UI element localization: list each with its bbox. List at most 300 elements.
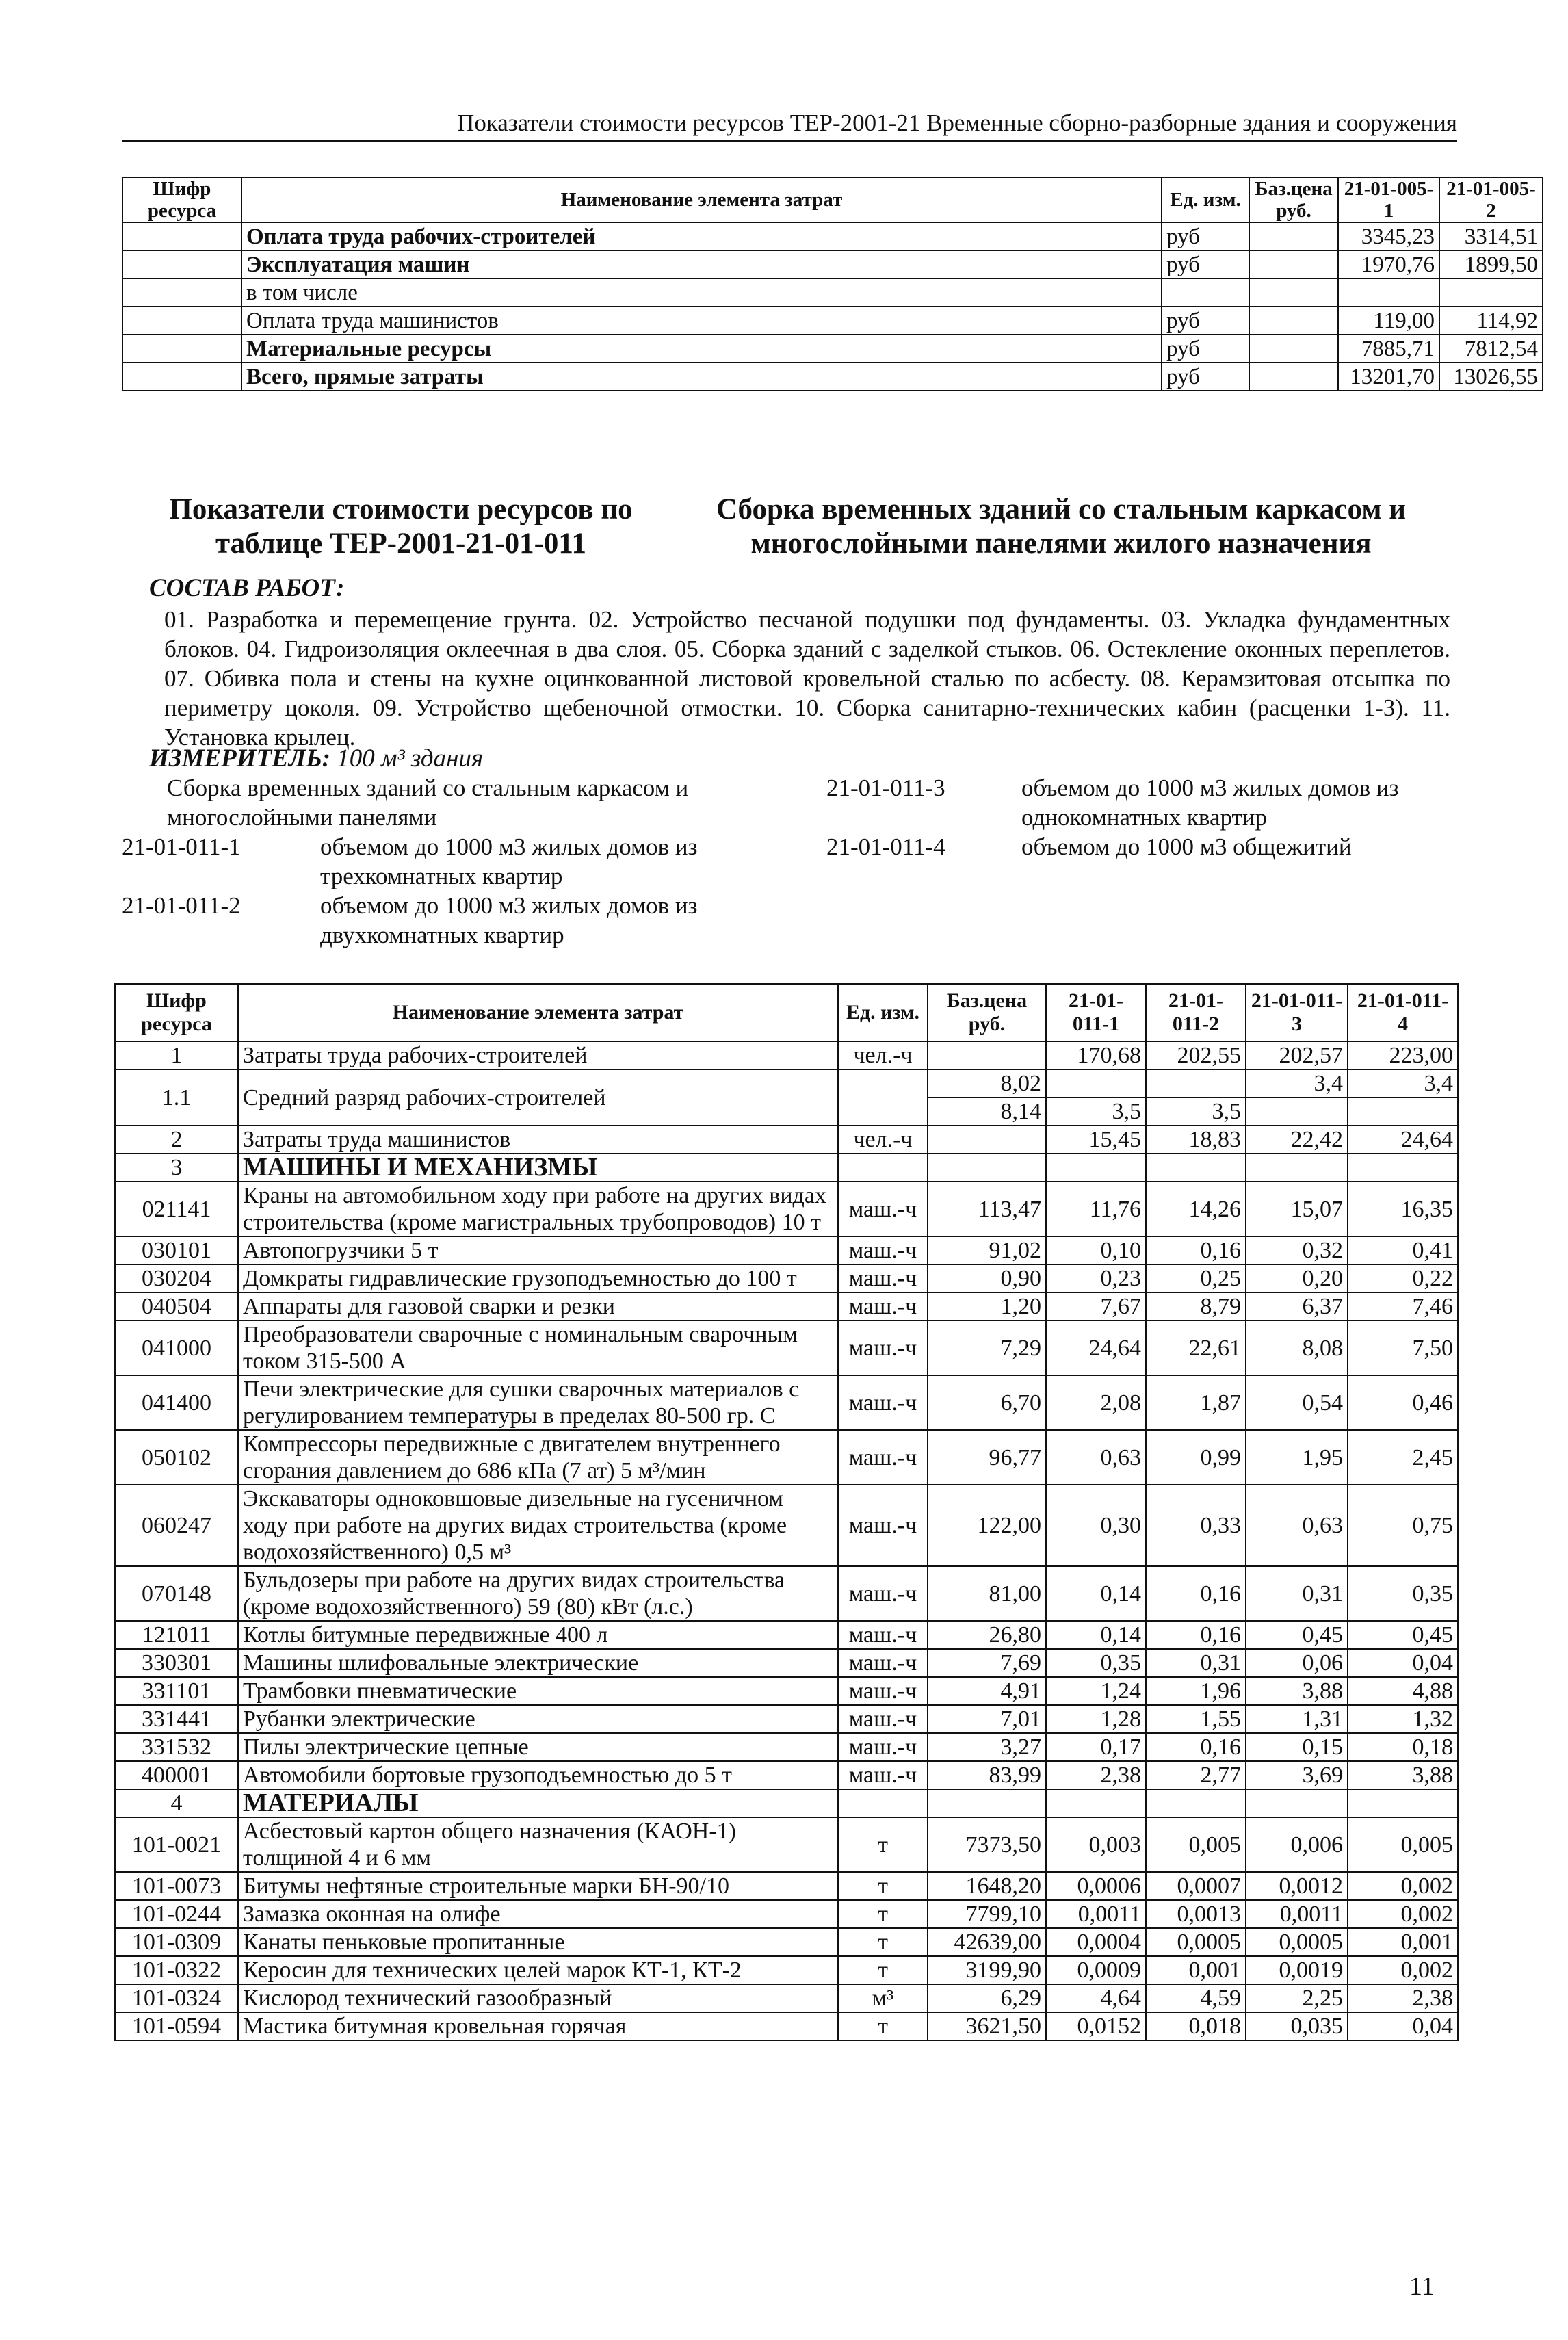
resource-value: 0,16 — [1146, 1621, 1246, 1649]
resource-price: 42639,00 — [928, 1928, 1046, 1956]
table-row — [115, 1566, 1458, 1621]
resource-value: 7,67 — [1046, 1292, 1146, 1321]
table-header-row — [122, 177, 1543, 222]
resource-code: 400001 — [115, 1761, 238, 1789]
resource-value: 0,0007 — [1146, 1872, 1246, 1900]
meter-value: 100 м³ здания — [337, 744, 484, 772]
table-row — [122, 222, 1543, 250]
resource-name: Преобразователи сварочные с номинальным сварочным током 315-500 А — [238, 1321, 838, 1375]
cost-element-name: Эксплуатация машин — [241, 250, 1162, 278]
table-row — [115, 1900, 1458, 1928]
resource-value: 0,0011 — [1046, 1900, 1146, 1928]
works-label: СОСТАВ РАБОТ: — [149, 574, 345, 602]
resource-price: 8,14 — [928, 1097, 1046, 1126]
cost-element-name: в том числе — [241, 278, 1162, 307]
resource-unit: т — [838, 1872, 928, 1900]
table-row — [115, 1872, 1458, 1900]
resource-unit: маш.-ч — [838, 1292, 928, 1321]
table-row — [115, 1928, 1458, 1956]
resource-value: 3,5 — [1046, 1097, 1146, 1126]
resource-value: 4,59 — [1146, 1984, 1246, 2012]
resource-value: 0,006 — [1246, 1817, 1348, 1872]
resource-name: Компрессоры передвижные с двигателем внутреннего сгорания давлением до 686 кПа (7 ат) 5 м³/мин — [238, 1430, 838, 1485]
resource-unit: маш.-ч — [838, 1621, 928, 1649]
section-title-left: Показатели стоимости ресурсов по таблице ТЕР-2001-21-01-011 — [169, 493, 633, 560]
resource-value: 2,08 — [1046, 1375, 1146, 1430]
resource-value: 0,16 — [1146, 1236, 1246, 1264]
resource-code: 101-0324 — [115, 1984, 238, 2012]
cost-element-name: Оплата труда рабочих-строителей — [241, 222, 1162, 250]
resource-value: 15,07 — [1246, 1182, 1348, 1236]
resource-value: 0,14 — [1046, 1621, 1146, 1649]
base-price — [1249, 363, 1338, 391]
resource-name: Керосин для технических целей марок КТ-1, КТ-2 — [238, 1956, 838, 1984]
resource-price: 1648,20 — [928, 1872, 1046, 1900]
resource-unit: маш.-ч — [838, 1430, 928, 1485]
resource-name: Пилы электрические цепные — [238, 1733, 838, 1761]
resource-value: 0,22 — [1348, 1264, 1458, 1292]
cost-unit: руб — [1162, 335, 1249, 363]
resource-code: 030101 — [115, 1236, 238, 1264]
resource-price: 7,01 — [928, 1705, 1046, 1733]
resource-name: Кислород технический газообразный — [238, 1984, 838, 2012]
resource-name: Трамбовки пневматические — [238, 1677, 838, 1705]
table-row — [115, 1182, 1458, 1236]
resources-table-011 — [114, 983, 1459, 2041]
column-header: 21-01-005-1 — [1338, 177, 1439, 222]
resource-value: 22,61 — [1146, 1321, 1246, 1375]
resource-price: 3199,90 — [928, 1956, 1046, 1984]
resource-unit: маш.-ч — [838, 1761, 928, 1789]
table-header-row — [115, 984, 1458, 1041]
meter — [149, 744, 483, 773]
resource-value: 0,31 — [1146, 1649, 1246, 1677]
resource-value: 16,35 — [1348, 1182, 1458, 1236]
resource-value: 0,54 — [1246, 1375, 1348, 1430]
resource-value: 0,35 — [1348, 1566, 1458, 1621]
resource-value: 1,95 — [1246, 1430, 1348, 1485]
meter-label: ИЗМЕРИТЕЛЬ: — [149, 744, 330, 772]
resource-code: 330301 — [115, 1649, 238, 1677]
resource-value: 0,20 — [1246, 1264, 1348, 1292]
resource-value: 0,0004 — [1046, 1928, 1146, 1956]
group-code: 4 — [115, 1789, 238, 1817]
table-row — [115, 1292, 1458, 1321]
resource-value: 3,4 — [1348, 1069, 1458, 1097]
resource-unit: маш.-ч — [838, 1733, 928, 1761]
base-price — [1249, 250, 1338, 278]
column-header: Баз.цена руб. — [1249, 177, 1338, 222]
resource-value: 3,88 — [1348, 1761, 1458, 1789]
resource-name: Замазка оконная на олифе — [238, 1900, 838, 1928]
cost-value: 7885,71 — [1338, 335, 1439, 363]
resource-price — [928, 1126, 1046, 1154]
resource-value: 1,55 — [1146, 1705, 1246, 1733]
resource-value: 0,46 — [1348, 1375, 1458, 1430]
resource-name: Аппараты для газовой сварки и резки — [238, 1292, 838, 1321]
resource-unit: т — [838, 1956, 928, 1984]
group-title: МАШИНЫ И МЕХАНИЗМЫ — [238, 1154, 838, 1182]
empty-cell — [1146, 1789, 1246, 1817]
resource-code: 030204 — [115, 1264, 238, 1292]
resource-value: 0,0006 — [1046, 1872, 1146, 1900]
resource-value: 202,57 — [1246, 1041, 1348, 1069]
table-row — [122, 307, 1543, 335]
resource-value: 8,79 — [1146, 1292, 1246, 1321]
resource-value: 0,035 — [1246, 2012, 1348, 2040]
resource-value: 2,25 — [1246, 1984, 1348, 2012]
resource-name: Автомобили бортовые грузоподъемностью до 5 т — [238, 1761, 838, 1789]
resource-value: 0,32 — [1246, 1236, 1348, 1264]
cost-value: 7812,54 — [1439, 335, 1543, 363]
resource-value: 1,24 — [1046, 1677, 1146, 1705]
resource-price: 81,00 — [928, 1566, 1046, 1621]
resource-value: 2,77 — [1146, 1761, 1246, 1789]
resource-code — [122, 278, 241, 307]
resource-value: 1,87 — [1146, 1375, 1246, 1430]
cost-unit: руб — [1162, 222, 1249, 250]
resource-name: Асбестовый картон общего назначения (КАОН-1) толщиной 4 и 6 мм — [238, 1817, 838, 1872]
resource-unit: чел.-ч — [838, 1041, 928, 1069]
resource-value: 24,64 — [1046, 1321, 1146, 1375]
resource-value: 3,69 — [1246, 1761, 1348, 1789]
variant-text: объемом до 1000 м3 общежитий — [1021, 833, 1352, 860]
resource-price: 6,29 — [928, 1984, 1046, 2012]
resource-code: 1 — [115, 1041, 238, 1069]
resource-unit: маш.-ч — [838, 1649, 928, 1677]
resource-code: 040504 — [115, 1292, 238, 1321]
resource-code: 101-0073 — [115, 1872, 238, 1900]
resource-price: 26,80 — [928, 1621, 1046, 1649]
resource-name: Экскаваторы одноковшовые дизельные на гусеничном ходу при работе на других видах строительства (кроме водохозяйственного) 0,5 м³ — [238, 1485, 838, 1566]
resource-unit: т — [838, 1900, 928, 1928]
resource-unit: маш.-ч — [838, 1566, 928, 1621]
page-header-text: Показатели стоимости ресурсов ТЕР-2001-21 Временные сборно-разборные здания и сооружения — [457, 109, 1457, 136]
costs-table-005 — [122, 177, 1543, 391]
resource-code: 101-0021 — [115, 1817, 238, 1872]
table-row — [115, 1430, 1458, 1485]
resource-value: 0,0013 — [1146, 1900, 1246, 1928]
resource-code: 070148 — [115, 1566, 238, 1621]
table-row — [115, 1236, 1458, 1264]
base-price — [1249, 307, 1338, 335]
resource-name: Затраты труда рабочих-строителей — [238, 1041, 838, 1069]
resource-unit: маш.-ч — [838, 1375, 928, 1430]
resource-code: 331441 — [115, 1705, 238, 1733]
resource-value: 0,002 — [1348, 1900, 1458, 1928]
resource-value: 0,005 — [1146, 1817, 1246, 1872]
resource-value: 0,0019 — [1246, 1956, 1348, 1984]
table-row — [115, 1621, 1458, 1649]
table-row — [115, 1069, 1458, 1097]
resource-value: 0,0009 — [1046, 1956, 1146, 1984]
cost-value: 3345,23 — [1338, 222, 1439, 250]
resource-value: 0,0152 — [1046, 2012, 1146, 2040]
resource-value: 4,88 — [1348, 1677, 1458, 1705]
resource-value: 7,46 — [1348, 1292, 1458, 1321]
resource-value: 1,31 — [1246, 1705, 1348, 1733]
cost-value — [1439, 278, 1543, 307]
cost-unit — [1162, 278, 1249, 307]
resource-value: 0,63 — [1046, 1430, 1146, 1485]
empty-cell — [928, 1789, 1046, 1817]
resource-price: 0,90 — [928, 1264, 1046, 1292]
table-row — [115, 1375, 1458, 1430]
resource-unit: чел.-ч — [838, 1126, 928, 1154]
resource-code: 041400 — [115, 1375, 238, 1430]
cost-element-name: Оплата труда машинистов — [241, 307, 1162, 335]
resource-value: 18,83 — [1146, 1126, 1246, 1154]
resource-code: 1.1 — [115, 1069, 238, 1126]
resource-unit: маш.-ч — [838, 1182, 928, 1236]
resource-name: Затраты труда машинистов — [238, 1126, 838, 1154]
resource-value: 6,37 — [1246, 1292, 1348, 1321]
empty-cell — [838, 1154, 928, 1182]
resource-value: 0,63 — [1246, 1485, 1348, 1566]
table-row — [115, 1126, 1458, 1154]
resource-value: 0,14 — [1046, 1566, 1146, 1621]
resource-price — [928, 1041, 1046, 1069]
resource-name: Печи электрические для сушки сварочных материалов с регулированием температуры в пределах 80-500 гр. С — [238, 1375, 838, 1430]
table-row — [115, 1677, 1458, 1705]
resource-value: 3,88 — [1246, 1677, 1348, 1705]
resource-value: 0,45 — [1246, 1621, 1348, 1649]
resource-price: 3,27 — [928, 1733, 1046, 1761]
resource-price: 7799,10 — [928, 1900, 1046, 1928]
variant-text: объемом до 1000 м3 жилых домов из однокомнатных квартир — [1021, 775, 1399, 831]
resource-name: Машины шлифовальные электрические — [238, 1649, 838, 1677]
empty-cell — [928, 1154, 1046, 1182]
resource-name: Мастика битумная кровельная горячая — [238, 2012, 838, 2040]
variant-code: 21-01-011-2 — [122, 892, 241, 919]
resource-name: Канаты пеньковые пропитанные — [238, 1928, 838, 1956]
resource-value: 3,4 — [1246, 1069, 1348, 1097]
resource-value: 0,002 — [1348, 1956, 1458, 1984]
empty-cell — [1246, 1154, 1348, 1182]
resource-price: 7373,50 — [928, 1817, 1046, 1872]
resource-value: 8,08 — [1246, 1321, 1348, 1375]
column-header: 21-01-011-3 — [1246, 984, 1348, 1041]
empty-cell — [1348, 1154, 1458, 1182]
resource-value: 0,0005 — [1246, 1928, 1348, 1956]
group-title: МАТЕРИАЛЫ — [238, 1789, 838, 1817]
resource-value: 0,35 — [1046, 1649, 1146, 1677]
resource-price: 8,02 — [928, 1069, 1046, 1097]
group-header-row — [115, 1154, 1458, 1182]
variants-intro: Сборка временных зданий со стальным каркасом и многослойными панелями — [167, 775, 689, 831]
resource-value: 0,18 — [1348, 1733, 1458, 1761]
resource-code: 101-0594 — [115, 2012, 238, 2040]
table-row — [115, 1956, 1458, 1984]
resource-value: 0,04 — [1348, 1649, 1458, 1677]
resource-value: 0,005 — [1348, 1817, 1458, 1872]
resource-code: 060247 — [115, 1485, 238, 1566]
cost-value — [1338, 278, 1439, 307]
resource-value — [1348, 1097, 1458, 1126]
resource-value: 7,50 — [1348, 1321, 1458, 1375]
resource-code — [122, 335, 241, 363]
resource-value: 0,018 — [1146, 2012, 1246, 2040]
table-row — [122, 278, 1543, 307]
resource-value: 0,04 — [1348, 2012, 1458, 2040]
variant-code: 21-01-011-1 — [122, 833, 241, 860]
resource-unit: маш.-ч — [838, 1264, 928, 1292]
empty-cell — [838, 1789, 928, 1817]
resource-price: 7,69 — [928, 1649, 1046, 1677]
resource-value: 15,45 — [1046, 1126, 1146, 1154]
resource-value: 24,64 — [1348, 1126, 1458, 1154]
column-header: Шифр ресурса — [122, 177, 241, 222]
resource-value: 0,30 — [1046, 1485, 1146, 1566]
resource-name: Битумы нефтяные строительные марки БН-90/10 — [238, 1872, 838, 1900]
resource-value: 2,45 — [1348, 1430, 1458, 1485]
resource-value: 0,10 — [1046, 1236, 1146, 1264]
cost-unit: руб — [1162, 307, 1249, 335]
table-row — [122, 335, 1543, 363]
page-header — [122, 109, 1457, 142]
resource-value: 11,76 — [1046, 1182, 1146, 1236]
resource-unit: маш.-ч — [838, 1485, 928, 1566]
resource-value: 0,0005 — [1146, 1928, 1246, 1956]
column-header: Шифр ресурса — [115, 984, 238, 1041]
resource-value: 2,38 — [1046, 1761, 1146, 1789]
table-row — [115, 1264, 1458, 1292]
resource-value — [1046, 1069, 1146, 1097]
table-row — [122, 250, 1543, 278]
column-header: 21-01-011-1 — [1046, 984, 1146, 1041]
resource-unit: маш.-ч — [838, 1705, 928, 1733]
cost-value: 13026,55 — [1439, 363, 1543, 391]
resource-code: 121011 — [115, 1621, 238, 1649]
resource-code — [122, 363, 241, 391]
resource-name: Котлы битумные передвижные 400 л — [238, 1621, 838, 1649]
resource-code: 101-0322 — [115, 1956, 238, 1984]
resource-value: 0,23 — [1046, 1264, 1146, 1292]
resource-unit: т — [838, 2012, 928, 2040]
resource-value: 0,15 — [1246, 1733, 1348, 1761]
cost-element-name: Всего, прямые затраты — [241, 363, 1162, 391]
base-price — [1249, 278, 1338, 307]
resource-price: 96,77 — [928, 1430, 1046, 1485]
resource-name: Домкраты гидравлические грузоподъемностью до 100 т — [238, 1264, 838, 1292]
table-row — [115, 1041, 1458, 1069]
table-row — [115, 1817, 1458, 1872]
resource-value: 0,45 — [1348, 1621, 1458, 1649]
column-header: 21-01-011-2 — [1146, 984, 1246, 1041]
column-header: Ед. изм. — [1162, 177, 1249, 222]
resource-code: 331101 — [115, 1677, 238, 1705]
variant-text: объемом до 1000 м3 жилых домов из двухкомнатных квартир — [320, 892, 698, 948]
resource-value: 0,17 — [1046, 1733, 1146, 1761]
cost-unit: руб — [1162, 363, 1249, 391]
table-row — [115, 2012, 1458, 2040]
resource-value: 1,32 — [1348, 1705, 1458, 1733]
resource-value: 0,001 — [1146, 1956, 1246, 1984]
resource-code: 021141 — [115, 1182, 238, 1236]
resource-price: 7,29 — [928, 1321, 1046, 1375]
column-header: 21-01-005-2 — [1439, 177, 1543, 222]
resource-value: 1,96 — [1146, 1677, 1246, 1705]
resource-value: 2,38 — [1348, 1984, 1458, 2012]
base-price — [1249, 335, 1338, 363]
resource-value: 202,55 — [1146, 1041, 1246, 1069]
cost-value: 3314,51 — [1439, 222, 1543, 250]
resource-name: Краны на автомобильном ходу при работе на других видах строительства (кроме магистральных трубопроводов) 10 т — [238, 1182, 838, 1236]
resource-code — [122, 250, 241, 278]
column-header: Наименование элемента затрат — [241, 177, 1162, 222]
resource-name: Автопогрузчики 5 т — [238, 1236, 838, 1264]
resource-unit: м³ — [838, 1984, 928, 2012]
column-header: Баз.цена руб. — [928, 984, 1046, 1041]
group-code: 3 — [115, 1154, 238, 1182]
resource-value: 0,003 — [1046, 1817, 1146, 1872]
column-header: 21-01-011-4 — [1348, 984, 1458, 1041]
resource-price: 4,91 — [928, 1677, 1046, 1705]
resource-value: 0,75 — [1348, 1485, 1458, 1566]
page-number: 11 — [1409, 2272, 1435, 2301]
cost-value: 119,00 — [1338, 307, 1439, 335]
resource-value: 0,33 — [1146, 1485, 1246, 1566]
works-text: 01. Разработка и перемещение грунта. 02. Устройство песчаной подушки под фундаменты. 03. Укладка фундаментных блоков. 04. Гидроизоляция оклеечная в два слоя. 05. Сборка зданий с заделкой стыков. 06. Остекление оконных переплетов. 07. Обивка пола и стены на кухне оцинкованной листовой кровельной сталью по асбесту. 08. Керамзитовая отсыпка по периметру цоколя. 09. Устройство щебеночной отмостки. 10. Сборка санитарно-технических кабин (расценки 1-3). 11. Установка крылец. — [164, 606, 1450, 751]
resource-unit: т — [838, 1928, 928, 1956]
table-row — [122, 363, 1543, 391]
resource-value: 14,26 — [1146, 1182, 1246, 1236]
resource-value: 0,06 — [1246, 1649, 1348, 1677]
empty-cell — [1046, 1789, 1146, 1817]
table-row — [115, 1733, 1458, 1761]
resource-value: 22,42 — [1246, 1126, 1348, 1154]
resource-price: 91,02 — [928, 1236, 1046, 1264]
resource-unit — [838, 1069, 928, 1126]
resource-value: 1,28 — [1046, 1705, 1146, 1733]
resource-code: 041000 — [115, 1321, 238, 1375]
variant-text: объемом до 1000 м3 жилых домов из трехкомнатных квартир — [320, 833, 698, 889]
resource-value: 0,002 — [1348, 1872, 1458, 1900]
resource-price: 83,99 — [928, 1761, 1046, 1789]
resource-value: 0,99 — [1146, 1430, 1246, 1485]
cost-unit: руб — [1162, 250, 1249, 278]
resource-value: 0,16 — [1146, 1733, 1246, 1761]
resource-code — [122, 307, 241, 335]
variant-code: 21-01-011-4 — [826, 833, 945, 860]
resource-price: 1,20 — [928, 1292, 1046, 1321]
resource-value: 0,0012 — [1246, 1872, 1348, 1900]
section-title-right: Сборка временных зданий со стальным каркасом и многослойными панелями жилого назначения — [716, 493, 1407, 560]
variant-code: 21-01-011-3 — [826, 775, 945, 801]
column-header: Наименование элемента затрат — [238, 984, 838, 1041]
resource-code: 050102 — [115, 1430, 238, 1485]
cost-value: 13201,70 — [1338, 363, 1439, 391]
resource-unit: маш.-ч — [838, 1677, 928, 1705]
resource-value: 0,0011 — [1246, 1900, 1348, 1928]
resource-code — [122, 222, 241, 250]
table-row — [115, 1761, 1458, 1789]
resource-price: 3621,50 — [928, 2012, 1046, 2040]
resource-value: 0,25 — [1146, 1264, 1246, 1292]
resource-price: 113,47 — [928, 1182, 1046, 1236]
resource-name: Средний разряд рабочих-строителей — [238, 1069, 838, 1126]
table-row — [115, 1705, 1458, 1733]
empty-cell — [1246, 1789, 1348, 1817]
table-row — [115, 1984, 1458, 2012]
cost-value: 1899,50 — [1439, 250, 1543, 278]
resource-value — [1146, 1069, 1246, 1097]
resource-code: 101-0309 — [115, 1928, 238, 1956]
resource-code: 101-0244 — [115, 1900, 238, 1928]
resource-code: 331532 — [115, 1733, 238, 1761]
resource-value: 0,001 — [1348, 1928, 1458, 1956]
table-row — [115, 1485, 1458, 1566]
